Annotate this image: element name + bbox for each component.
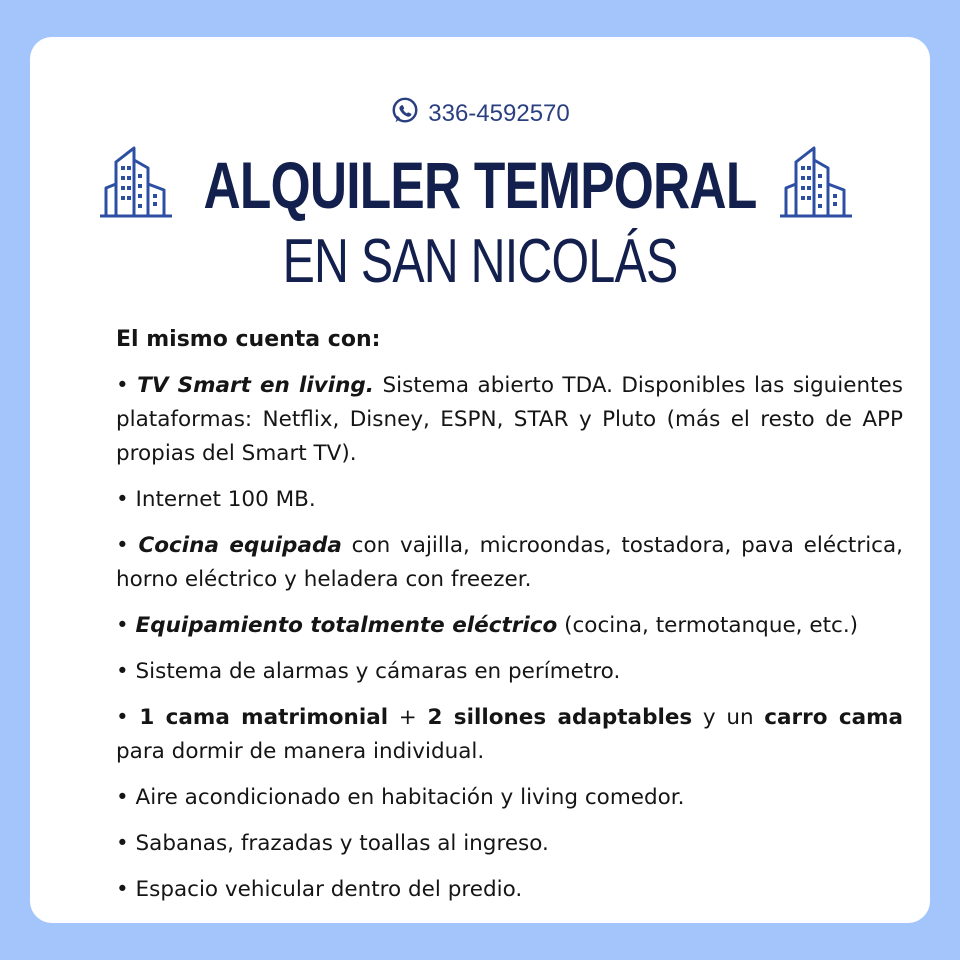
list-item xyxy=(116,781,903,815)
amenities-list xyxy=(116,369,903,907)
bullet-icon: • xyxy=(116,533,139,558)
list-item-text: (cocina, termotanque, etc.) xyxy=(557,613,859,638)
list-item-text: Equipamiento totalmente eléctrico xyxy=(135,613,558,638)
bullet-icon: • xyxy=(116,877,136,902)
amenities-section xyxy=(116,323,903,919)
phone-number: 336-4592570 xyxy=(428,100,570,127)
list-item-text: para dormir de manera individual. xyxy=(116,739,485,764)
list-item-text: Cocina equipada xyxy=(138,533,342,558)
list-item-text: Sabanas, frazadas y toallas al ingreso. xyxy=(135,831,549,856)
list-item-text: TV Smart en living. xyxy=(137,373,374,398)
list-item-text: 1 cama matrimonial xyxy=(139,705,389,730)
bullet-icon: • xyxy=(116,831,136,856)
list-item xyxy=(116,369,903,471)
list-item xyxy=(116,529,903,597)
list-item-text: Espacio vehicular dentro del predio. xyxy=(135,877,523,902)
title-line-1: ALQUILER TEMPORAL xyxy=(203,148,757,222)
list-item-text: Sistema de alarmas y cámaras en perímetro. xyxy=(135,659,621,684)
bullet-icon: • xyxy=(116,785,136,810)
list-item xyxy=(116,827,903,861)
list-item xyxy=(116,701,903,769)
buildings-icon xyxy=(96,138,176,220)
bullet-icon: • xyxy=(116,659,136,684)
list-item xyxy=(116,655,903,689)
list-item xyxy=(116,609,903,643)
list-item-text: con vajilla, microondas, tostadora, pava eléctrica, horno eléctrico y heladera con freezer. xyxy=(116,533,903,592)
bullet-icon: • xyxy=(116,613,136,638)
whatsapp-icon xyxy=(390,96,420,133)
list-item-text: Internet 100 MB. xyxy=(135,487,316,512)
bullet-icon: • xyxy=(116,487,136,512)
phone-contact[interactable] xyxy=(30,97,930,131)
list-item-text: Aire acondicionado en habitación y living comedor. xyxy=(135,785,685,810)
list-item xyxy=(116,873,903,907)
list-item-text: Sistema abierto TDA. Disponibles las siguientes plataformas: Netflix, Disney, ESPN, STAR y Pluto (más el resto de APP propias del Smart TV). xyxy=(116,373,903,466)
bullet-icon: • xyxy=(116,705,140,730)
list-item-text: carro cama xyxy=(764,705,903,730)
list-item-text: 2 sillones adaptables xyxy=(427,705,693,730)
bullet-icon: • xyxy=(116,373,138,398)
buildings-icon xyxy=(776,138,856,220)
amenities-heading: El mismo cuenta con: xyxy=(116,327,381,352)
list-item-text: + xyxy=(388,705,428,730)
list-item xyxy=(116,483,903,517)
title-line-2: EN SAN NICOLÁS xyxy=(282,227,678,296)
list-item-text: y un xyxy=(692,705,765,730)
